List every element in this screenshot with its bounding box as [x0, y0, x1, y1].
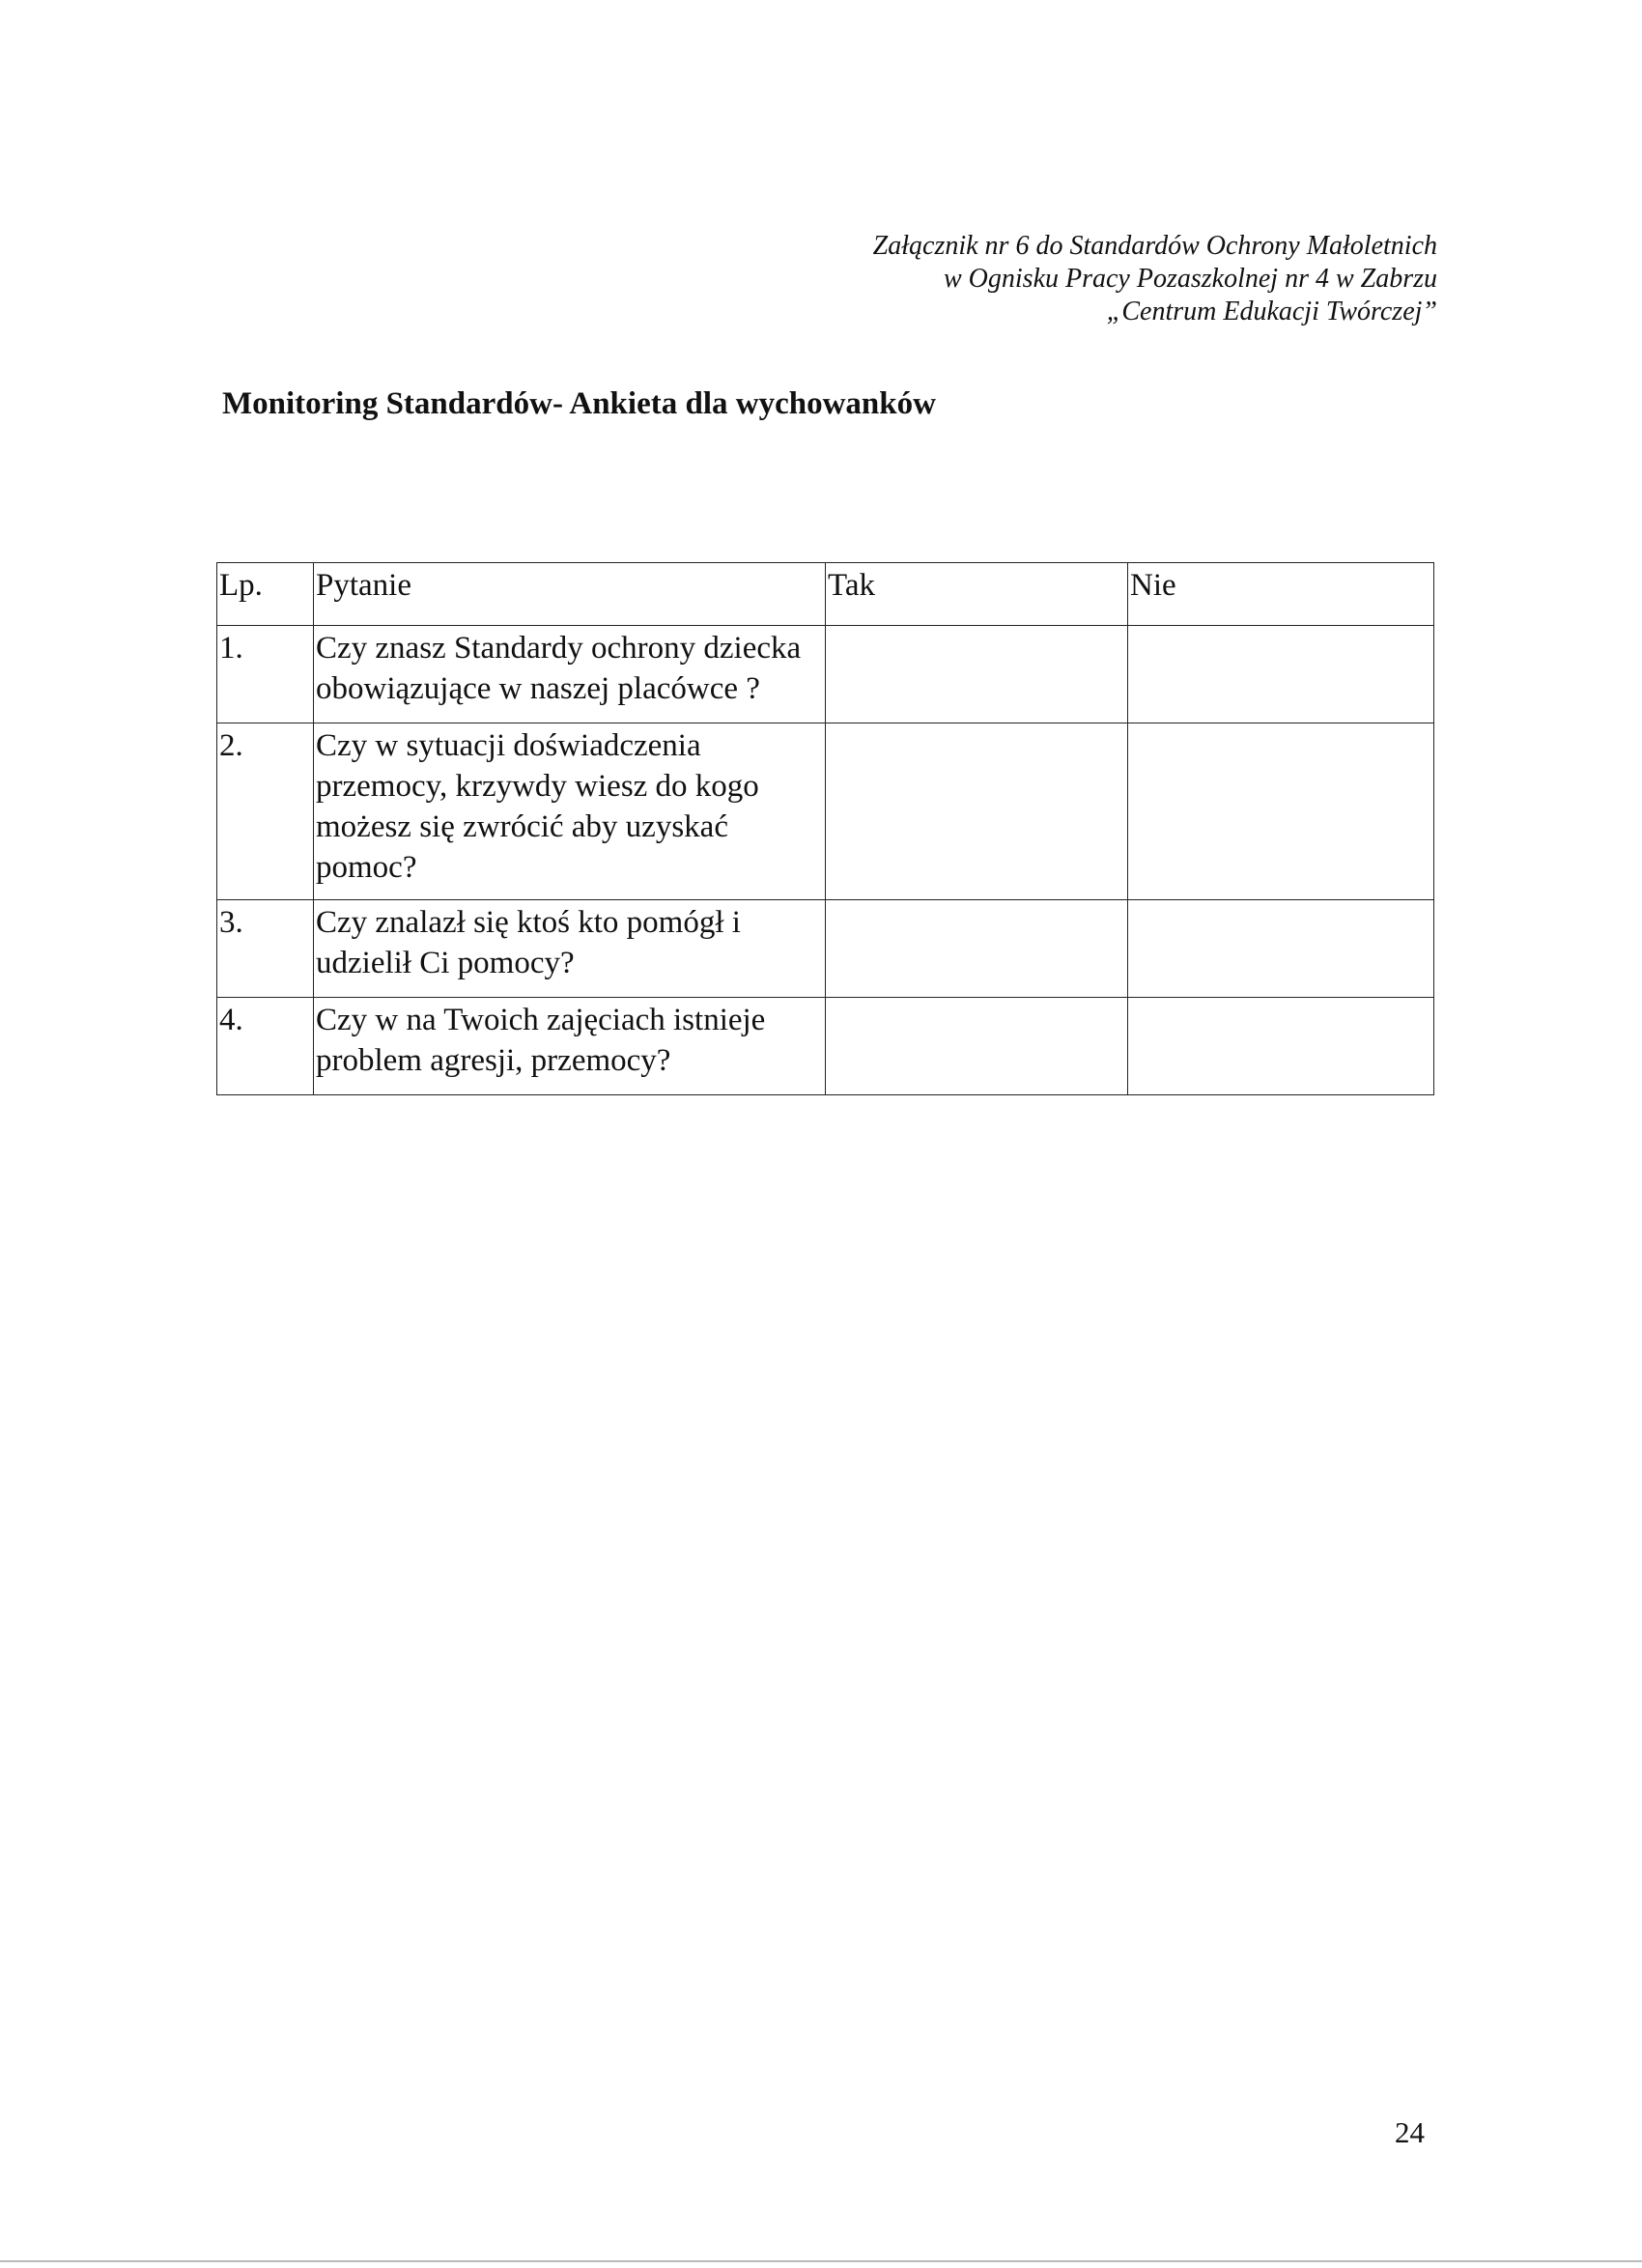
question-text: Czy w sytuacji doświadczenia przemocy, krzywdy wiesz do kogo możesz się zwrócić aby uzyskać pomoc? [314, 723, 826, 900]
row-number: 1. [217, 626, 314, 723]
question-text: Czy znasz Standardy ochrony dziecka obowiązujące w naszej placówce ? [314, 626, 826, 723]
row-number: 2. [217, 723, 314, 900]
answer-nie-cell[interactable] [1128, 998, 1434, 1095]
answer-tak-cell[interactable] [826, 998, 1128, 1095]
attachment-note-line-3: „Centrum Edukacji Twórczej” [1106, 297, 1437, 326]
column-header-lp: Lp. [217, 563, 314, 626]
row-number: 3. [217, 900, 314, 998]
column-header-nie: Nie [1128, 563, 1434, 626]
survey-table [216, 562, 1434, 1095]
table-row [217, 998, 1434, 1095]
attachment-note-line-1: Załącznik nr 6 do Standardów Ochrony Małoletnich [872, 231, 1437, 261]
row-number: 4. [217, 998, 314, 1095]
attachment-note-line-2: w Ognisku Pracy Pozaszkolnej nr 4 w Zabrzu [944, 264, 1437, 294]
question-text: Czy w na Twoich zajęciach istnieje problem agresji, przemocy? [314, 998, 826, 1095]
answer-nie-cell[interactable] [1128, 900, 1434, 998]
table-row [217, 723, 1434, 900]
table-header-row [217, 563, 1434, 626]
attachment-note [873, 230, 1437, 328]
answer-tak-cell[interactable] [826, 900, 1128, 998]
table-row [217, 626, 1434, 723]
scan-edge-line [0, 2260, 1642, 2262]
table-row [217, 900, 1434, 998]
column-header-question: Pytanie [314, 563, 826, 626]
document-title: Monitoring Standardów- Ankieta dla wychowanków [222, 386, 936, 421]
answer-tak-cell[interactable] [826, 626, 1128, 723]
answer-nie-cell[interactable] [1128, 626, 1434, 723]
answer-tak-cell[interactable] [826, 723, 1128, 900]
answer-nie-cell[interactable] [1128, 723, 1434, 900]
column-header-tak: Tak [826, 563, 1128, 626]
question-text: Czy znalazł się ktoś kto pomógł i udzielił Ci pomocy? [314, 900, 826, 998]
page-number: 24 [1395, 2115, 1425, 2149]
